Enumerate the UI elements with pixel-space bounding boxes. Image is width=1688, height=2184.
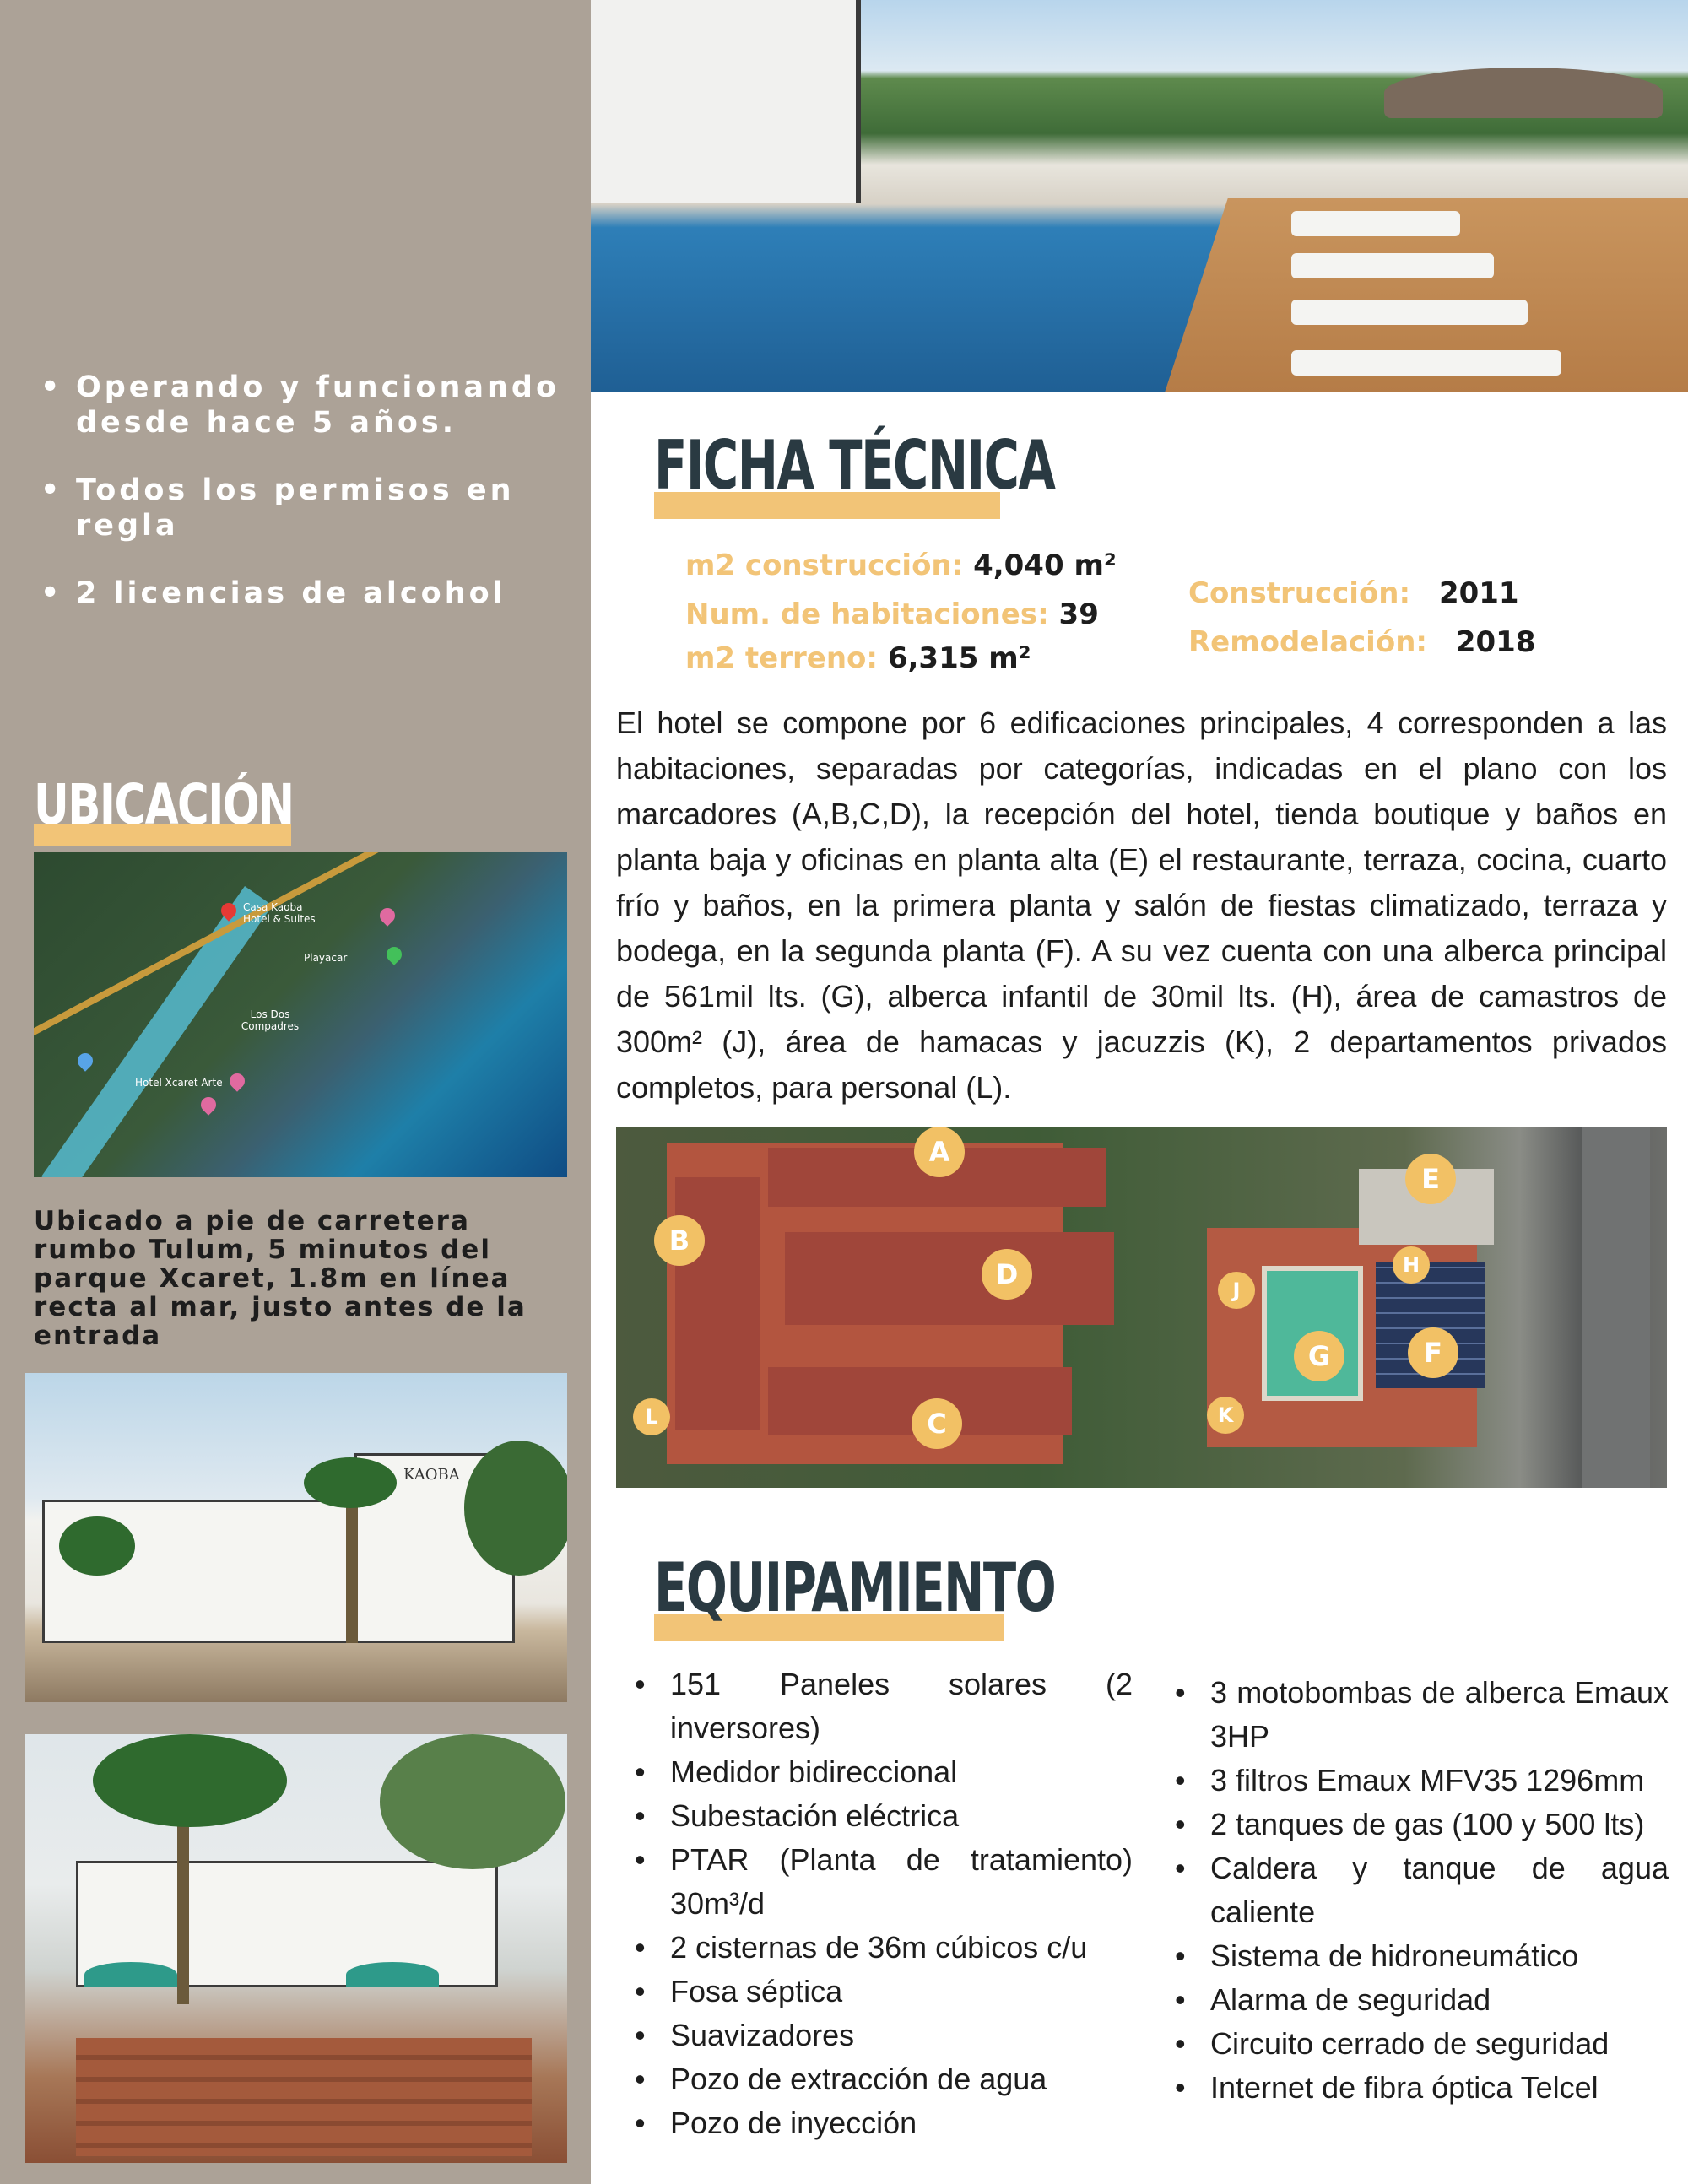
spec-value: 2018 [1455, 625, 1536, 659]
equipment-item: • 2 tanques de gas (100 y 500 lts) [1175, 1803, 1669, 1846]
umbrella [84, 1962, 177, 1987]
spec-value: 6,315 m² [887, 641, 1031, 675]
marker-d: D [982, 1249, 1032, 1300]
umbrella [346, 1962, 439, 1987]
equipment-item: • Sistema de hidroneumático [1175, 1934, 1669, 1978]
tree-foliage [59, 1516, 135, 1576]
highlight-item: • 2 licencias de alcohol [37, 576, 577, 611]
sun-lounger [1291, 253, 1494, 278]
hotel-description: El hotel se compone por 6 edificaciones principales, 4 corresponden a las habitaciones, separadas por categorías, indicadas en el plano con los marcadores (A,B,C,D), la recepción del hotel, tienda boutique y baños en planta baja y oficinas en planta alta (E) el restaurante, terraza, cocina, cuarto frío y baños, en la primera planta y salón de fiestas climatizado, terraza y bodega, en la segunda planta (F). A su vez cuenta con una alberca principal de 561mil lts. (G), alberca infantil de 30mil lts. (H), área de camastros de 300m² (J), área de hamacas y jacuzzis (K), 2 departamentos privados completos, para personal (L). [616, 705, 1667, 1105]
building-b [675, 1177, 760, 1430]
hotel-facade-photo [25, 1373, 567, 1702]
equipment-item: • Fosa séptica [635, 1970, 1133, 2014]
equipment-list-left [635, 1662, 1133, 2145]
marker-f: F [1408, 1327, 1458, 1378]
equipment-item: • Caldera y tanque de agua caliente [1175, 1846, 1669, 1934]
equipment-item: • 2 cisternas de 36m cúbicos c/u [635, 1926, 1133, 1970]
equipment-list-right [1175, 1671, 1669, 2110]
ficha-heading [654, 426, 1055, 519]
highlights-list [37, 370, 577, 643]
palm-fronds [304, 1457, 397, 1508]
equipment-item: • Internet de fibra óptica Telcel [1175, 2066, 1669, 2110]
marker-h: H [1393, 1246, 1430, 1284]
map-hotel-label: Casa Kaoba Hotel & Suites [243, 901, 316, 925]
spec-value: 4,040 m² [973, 549, 1117, 582]
equipment-item: • Pozo de extracción de agua [635, 2057, 1133, 2101]
highway [1582, 1127, 1650, 1488]
ubicacion-title: UBICACIÓN [34, 772, 294, 837]
place-pin-icon [383, 943, 404, 965]
equipment-item: • Suavizadores [635, 2014, 1133, 2057]
spec-terreno [685, 641, 1031, 675]
sun-lounger [1291, 211, 1460, 236]
spec-construccion [685, 549, 1117, 582]
marker-l: L [633, 1398, 670, 1435]
equipment-item: • PTAR (Planta de tratamiento) 30m³/d [635, 1838, 1133, 1926]
equipamiento-heading [654, 1549, 1056, 1641]
building-d [785, 1232, 1114, 1325]
sidebar [0, 0, 591, 2184]
equipment-item: • 3 filtros Emaux MFV35 1296mm [1175, 1759, 1669, 1803]
map-area-label: Playacar [304, 952, 348, 964]
marker-e: E [1405, 1154, 1456, 1204]
tree-foliage [380, 1734, 565, 1869]
spec-value: 2011 [1438, 576, 1519, 610]
spec-remodelacion [1188, 625, 1535, 659]
marker-j: J [1218, 1272, 1255, 1309]
pool-photo [591, 0, 1688, 392]
spec-anio-construccion [1188, 576, 1519, 610]
stairs [76, 2038, 532, 2156]
ficha-title: FICHA TÉCNICA [654, 426, 1055, 505]
equipment-item: • Alarma de seguridad [1175, 1978, 1669, 2022]
tree-foliage [464, 1441, 567, 1576]
highlight-item: • Todos los permisos en regla [37, 473, 577, 543]
photo-building [591, 0, 861, 203]
map-area-label: Los Dos Compadres [241, 1008, 300, 1032]
marker-b: B [654, 1215, 705, 1266]
aerial-site-plan [616, 1127, 1667, 1488]
marker-g: G [1294, 1331, 1344, 1381]
location-map [34, 852, 567, 1177]
equipment-item: • Subestación eléctrica [635, 1794, 1133, 1838]
spec-label: Num. de habitaciones: [685, 597, 1049, 631]
highlight-item: • Operando y funcionando desde hace 5 años. [37, 370, 577, 441]
sun-lounger [1291, 350, 1561, 376]
location-description: Ubicado a pie de carretera rumbo Tulum, 5 minutos del parque Xcaret, 1.8m en línea recta al mar, justo antes de la entrada [34, 1206, 527, 1351]
equipment-item: • 3 motobombas de alberca Emaux 3HP [1175, 1671, 1669, 1759]
equipment-item: • Pozo de inyección [635, 2101, 1133, 2145]
place-pin-icon [376, 905, 398, 926]
equipment-item: • Medidor bidireccional [635, 1750, 1133, 1794]
equipment-item: • Circuito cerrado de seguridad [1175, 2022, 1669, 2066]
place-pin-icon [74, 1050, 95, 1071]
spec-label: Construcción: [1188, 576, 1411, 610]
equipment-item: • 151 Paneles solares (2 inversores) [635, 1662, 1133, 1750]
marker-c: C [912, 1398, 962, 1449]
spec-label: Remodelación: [1188, 625, 1427, 659]
palm-fronds [93, 1734, 287, 1827]
ubicacion-heading [34, 772, 304, 848]
spec-value: 39 [1058, 597, 1099, 631]
spec-label: m2 construcción: [685, 549, 964, 582]
umbrella [1384, 68, 1663, 118]
marker-k: K [1207, 1397, 1244, 1434]
marker-a: A [914, 1127, 965, 1177]
map-area-label: Hotel Xcaret Arte [135, 1077, 223, 1089]
spec-label: m2 terreno: [685, 641, 878, 675]
sun-lounger [1291, 300, 1528, 325]
hotel-sign: KAOBA [403, 1466, 460, 1484]
restaurant-terrace-photo [25, 1734, 567, 2163]
spec-habitaciones [685, 597, 1099, 631]
equipamiento-title: EQUIPAMIENTO [654, 1549, 1056, 1627]
